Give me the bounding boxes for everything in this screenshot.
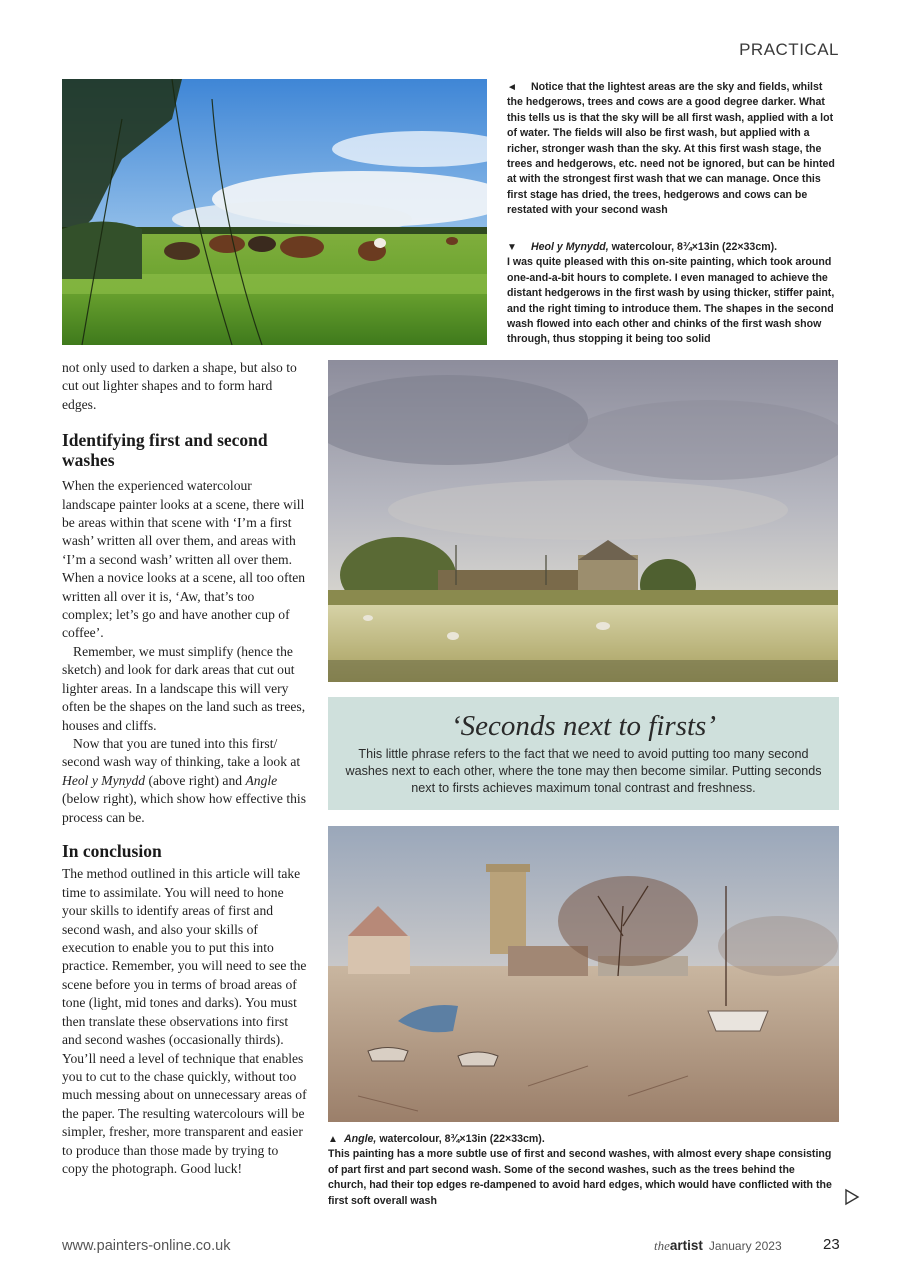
article-paragraph-4: The method outlined in this article will take time to assimilate. You will need to hone your skills to identify areas of first and second wash, and also your skills of execution to enable you to put this into practice. Remember, you will need to see the scene before you in terms of broad areas of tone (light, mid tones and darks). You must then translate these observations into first and second washes (occasionally thirds). You’ll need a level of technique that enables you to cut to the chase quickly, without too much messing about on unnecessary areas of the paper. The resulting watercolours will be simpler, fresher, more transparent and easier to produce than those made by trying to copy the photograph. Good luck!: [62, 866, 307, 1176]
heading-conclusion: In conclusion: [62, 840, 162, 861]
caption-text: I was quite pleased with this on-site painting, which took around one-and-a-bit hours to complete. I even managed to achieve the distant hedgerows in the first wash by using thicker, stiffer paint, and the right timing to introduce them. The shapes in the second wash flowed into each other and chinks of the first wash show through, thus stopping it being too solid: [507, 256, 835, 346]
p3-text-a: Now that you are tuned into this first/ second wash way of thinking, take a look at: [62, 735, 301, 770]
arrow-left-icon: ◄: [507, 82, 517, 93]
heol-caption: [507, 240, 837, 348]
heading-identifying: Identifying first and second washes: [62, 430, 268, 470]
brand-the: the: [654, 1238, 670, 1253]
footer-url[interactable]: www.painters-online.co.uk: [62, 1238, 231, 1254]
caption-title: Angle,: [344, 1133, 377, 1145]
caption-title: Heol y Mynydd,: [531, 241, 609, 253]
article-paragraph-1: When the experienced watercolour landscape painter looks at a scene, there will be areas within that scene with ‘I’m a first wash’ written all over them, and areas with ‘I’m a second wash’ written all over them. When a novice looks at a scene, all too often written all over it is, ‘Aw, that’s too complex; let’s go and have another cup of coffee’.: [62, 478, 306, 641]
p3-text-b: (above right) and: [145, 772, 246, 788]
heol-y-mynydd-painting: [328, 360, 838, 682]
arrow-up-icon: ▲: [328, 1134, 338, 1145]
arrow-down-icon: ▼: [507, 242, 517, 253]
callout-box: [328, 697, 839, 810]
caption-meta: watercolour, 8¾×13in (22×33cm).: [608, 241, 778, 253]
article-paragraph-3: [62, 735, 308, 827]
brand-artist: artist: [669, 1238, 703, 1253]
p3-title-heol: Heol y Mynydd: [62, 772, 146, 788]
section-label: PRACTICAL: [739, 40, 839, 59]
triangle-right-outline-icon[interactable]: [844, 1188, 860, 1206]
caption-text: This painting has a more subtle use of first and second washes, with almost every shape consisting of part first and part second wash. Some of the second washes, such as the trees behind the church, had their top edges re-dampened to avoid hard edges, which would have conflicted with the first soft overall wash: [328, 1148, 832, 1207]
p3-title-angle: Angle: [245, 772, 278, 788]
angle-caption: [328, 1132, 833, 1209]
caption-meta: watercolour, 8¾×13in (22×33cm).: [376, 1133, 545, 1145]
angle-painting: [328, 826, 839, 1122]
callout-title: ‘Seconds next to firsts’: [451, 710, 716, 742]
p3-text-c: (below right), which show how effective this process can be.: [62, 791, 307, 825]
caption-text: Notice that the lightest areas are the sky and fields, whilst the hedgerows, trees and cows are a good degree darker. What this tells us is that the sky will be all first wash, applied with a lot of water. The fields will also be first wash, but applied with a richer, stronger wash than the sky. At this first wash stage, the trees and hedgerows, etc. need not be ignored, but can be hinted at with the strongest first wash that we can manage. Once this first stage has dried, the trees, hedgerows and cows can be restated with your second wash: [507, 81, 835, 217]
article-paragraph-2: Remember, we must simplify (hence the sketch) and look for dark areas that cut out lighter areas. In a landscape this will very often be the shapes on the land such as trees, houses and cliffs.: [62, 643, 306, 733]
cows-field-photo: [62, 79, 487, 345]
cows-photo-caption: [507, 80, 837, 219]
issue-date: January 2023: [708, 1239, 782, 1253]
callout-body: This little phrase refers to the fact that we need to avoid putting too many second washes next to each other, where the tone may then become similar. Putting seconds next to firsts achieves maximum tonal contrast and freshness.: [345, 747, 822, 795]
page-number: 23: [823, 1236, 840, 1253]
footer-brand: [654, 1238, 782, 1254]
article-column: [62, 359, 308, 1178]
article-intro: not only used to darken a shape, but also to cut out lighter shapes and to form hard edges.: [62, 360, 297, 412]
